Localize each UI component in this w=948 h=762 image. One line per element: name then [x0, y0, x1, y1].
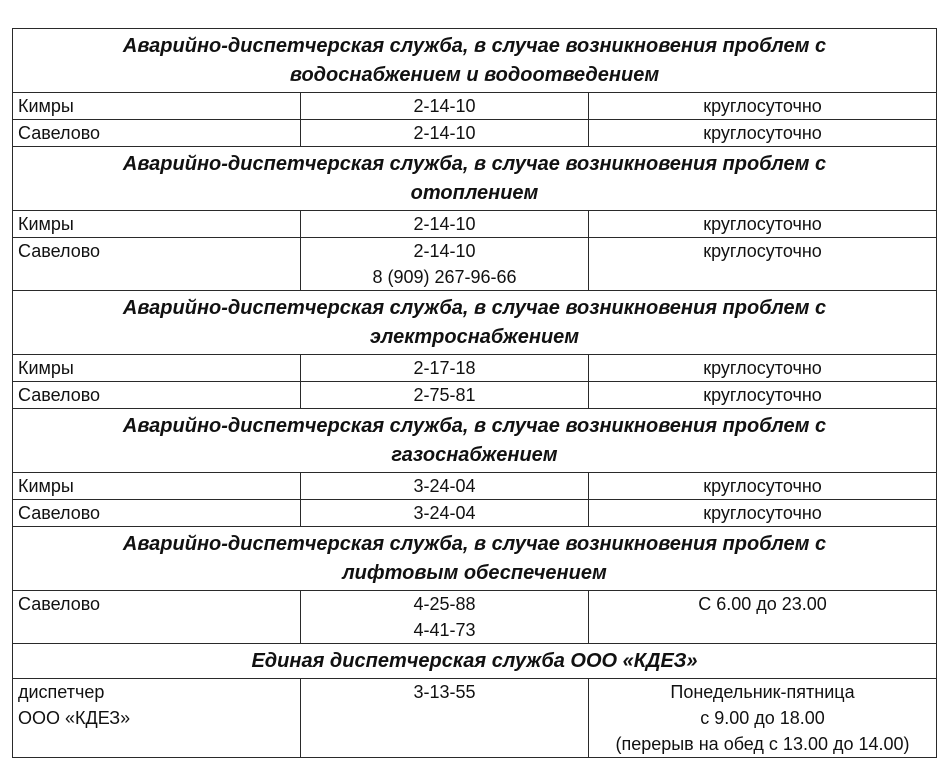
section-title-line2: газоснабжением — [391, 444, 558, 466]
hours-cell: круглосуточно — [589, 211, 937, 238]
place-line: диспетчер — [18, 682, 105, 702]
place-cell: Савелово — [13, 120, 301, 147]
hours-cell: круглосуточно — [589, 500, 937, 527]
hours-cell: круглосуточно — [589, 93, 937, 120]
section-title-line1: Аварийно-диспетчерская служба, в случае возникновения проблем с — [122, 533, 827, 555]
table-row — [13, 679, 937, 758]
table-row — [13, 238, 937, 291]
section-header-electricity — [13, 291, 937, 355]
phone-cell: 3-24-04 — [301, 500, 589, 527]
table-row — [13, 211, 937, 238]
table-row — [13, 591, 937, 644]
hours-cell: круглосуточно — [589, 355, 937, 382]
phone-cell: 2-14-10 — [301, 120, 589, 147]
phone-cell: 3-13-55 — [301, 679, 589, 758]
table-row — [13, 93, 937, 120]
place-cell: Савелово — [13, 591, 301, 644]
phone-cell: 2-14-10 — [301, 93, 589, 120]
section-title-line1: Аварийно-диспетчерская служба, в случае возникновения проблем с — [122, 297, 827, 319]
section-header-gas — [13, 409, 937, 473]
hours-line: с 9.00 до 18.00 — [700, 708, 825, 728]
phone-line: 2-14-10 — [413, 241, 476, 261]
section-header-united — [13, 644, 937, 679]
section-title-line2: лифтовым обеспечением — [342, 562, 607, 584]
section-title-line1: Аварийно-диспетчерская служба, в случае возникновения проблем с — [122, 153, 827, 175]
section-header-heating — [13, 147, 937, 211]
section-header-water — [13, 29, 937, 93]
section-title-line2: отоплением — [410, 182, 539, 204]
place-cell: Кимры — [13, 93, 301, 120]
section-title-line1: Аварийно-диспетчерская служба, в случае возникновения проблем с — [122, 35, 827, 57]
table-row — [13, 500, 937, 527]
hours-line: Понедельник-пятница — [670, 682, 855, 702]
phone-cell — [301, 238, 589, 291]
hours-cell: С 6.00 до 23.00 — [589, 591, 937, 644]
table-row — [13, 120, 937, 147]
place-cell: Кимры — [13, 211, 301, 238]
place-cell: Савелово — [13, 382, 301, 409]
place-cell: Кимры — [13, 355, 301, 382]
place-cell: Савелово — [13, 500, 301, 527]
phone-cell: 3-24-04 — [301, 473, 589, 500]
hours-cell: круглосуточно — [589, 238, 937, 291]
table-row — [13, 355, 937, 382]
phone-cell — [301, 591, 589, 644]
united-title: Единая диспетчерская служба ООО «КДЕЗ» — [13, 644, 937, 679]
hours-cell — [589, 679, 937, 758]
place-cell: Савелово — [13, 238, 301, 291]
phone-line: 4-41-73 — [413, 620, 476, 640]
place-cell — [13, 679, 301, 758]
hours-line: (перерыв на обед с 13.00 до 14.00) — [615, 734, 910, 754]
table-row — [13, 382, 937, 409]
phone-cell: 2-14-10 — [301, 211, 589, 238]
hours-cell: круглосуточно — [589, 120, 937, 147]
section-title-line2: водоснабжением и водоотведением — [289, 64, 660, 86]
phone-cell: 2-75-81 — [301, 382, 589, 409]
hours-cell: круглосуточно — [589, 473, 937, 500]
emergency-services-table — [12, 28, 937, 758]
phone-line: 4-25-88 — [413, 594, 476, 614]
section-title-line1: Аварийно-диспетчерская служба, в случае возникновения проблем с — [122, 415, 827, 437]
section-header-elevator — [13, 527, 937, 591]
phone-line: 8 (909) 267-96-66 — [372, 267, 517, 287]
place-line: ООО «КДЕЗ» — [18, 708, 131, 728]
place-cell: Кимры — [13, 473, 301, 500]
section-title-line2: электроснабжением — [369, 326, 580, 348]
hours-cell: круглосуточно — [589, 382, 937, 409]
phone-cell: 2-17-18 — [301, 355, 589, 382]
table-row — [13, 473, 937, 500]
